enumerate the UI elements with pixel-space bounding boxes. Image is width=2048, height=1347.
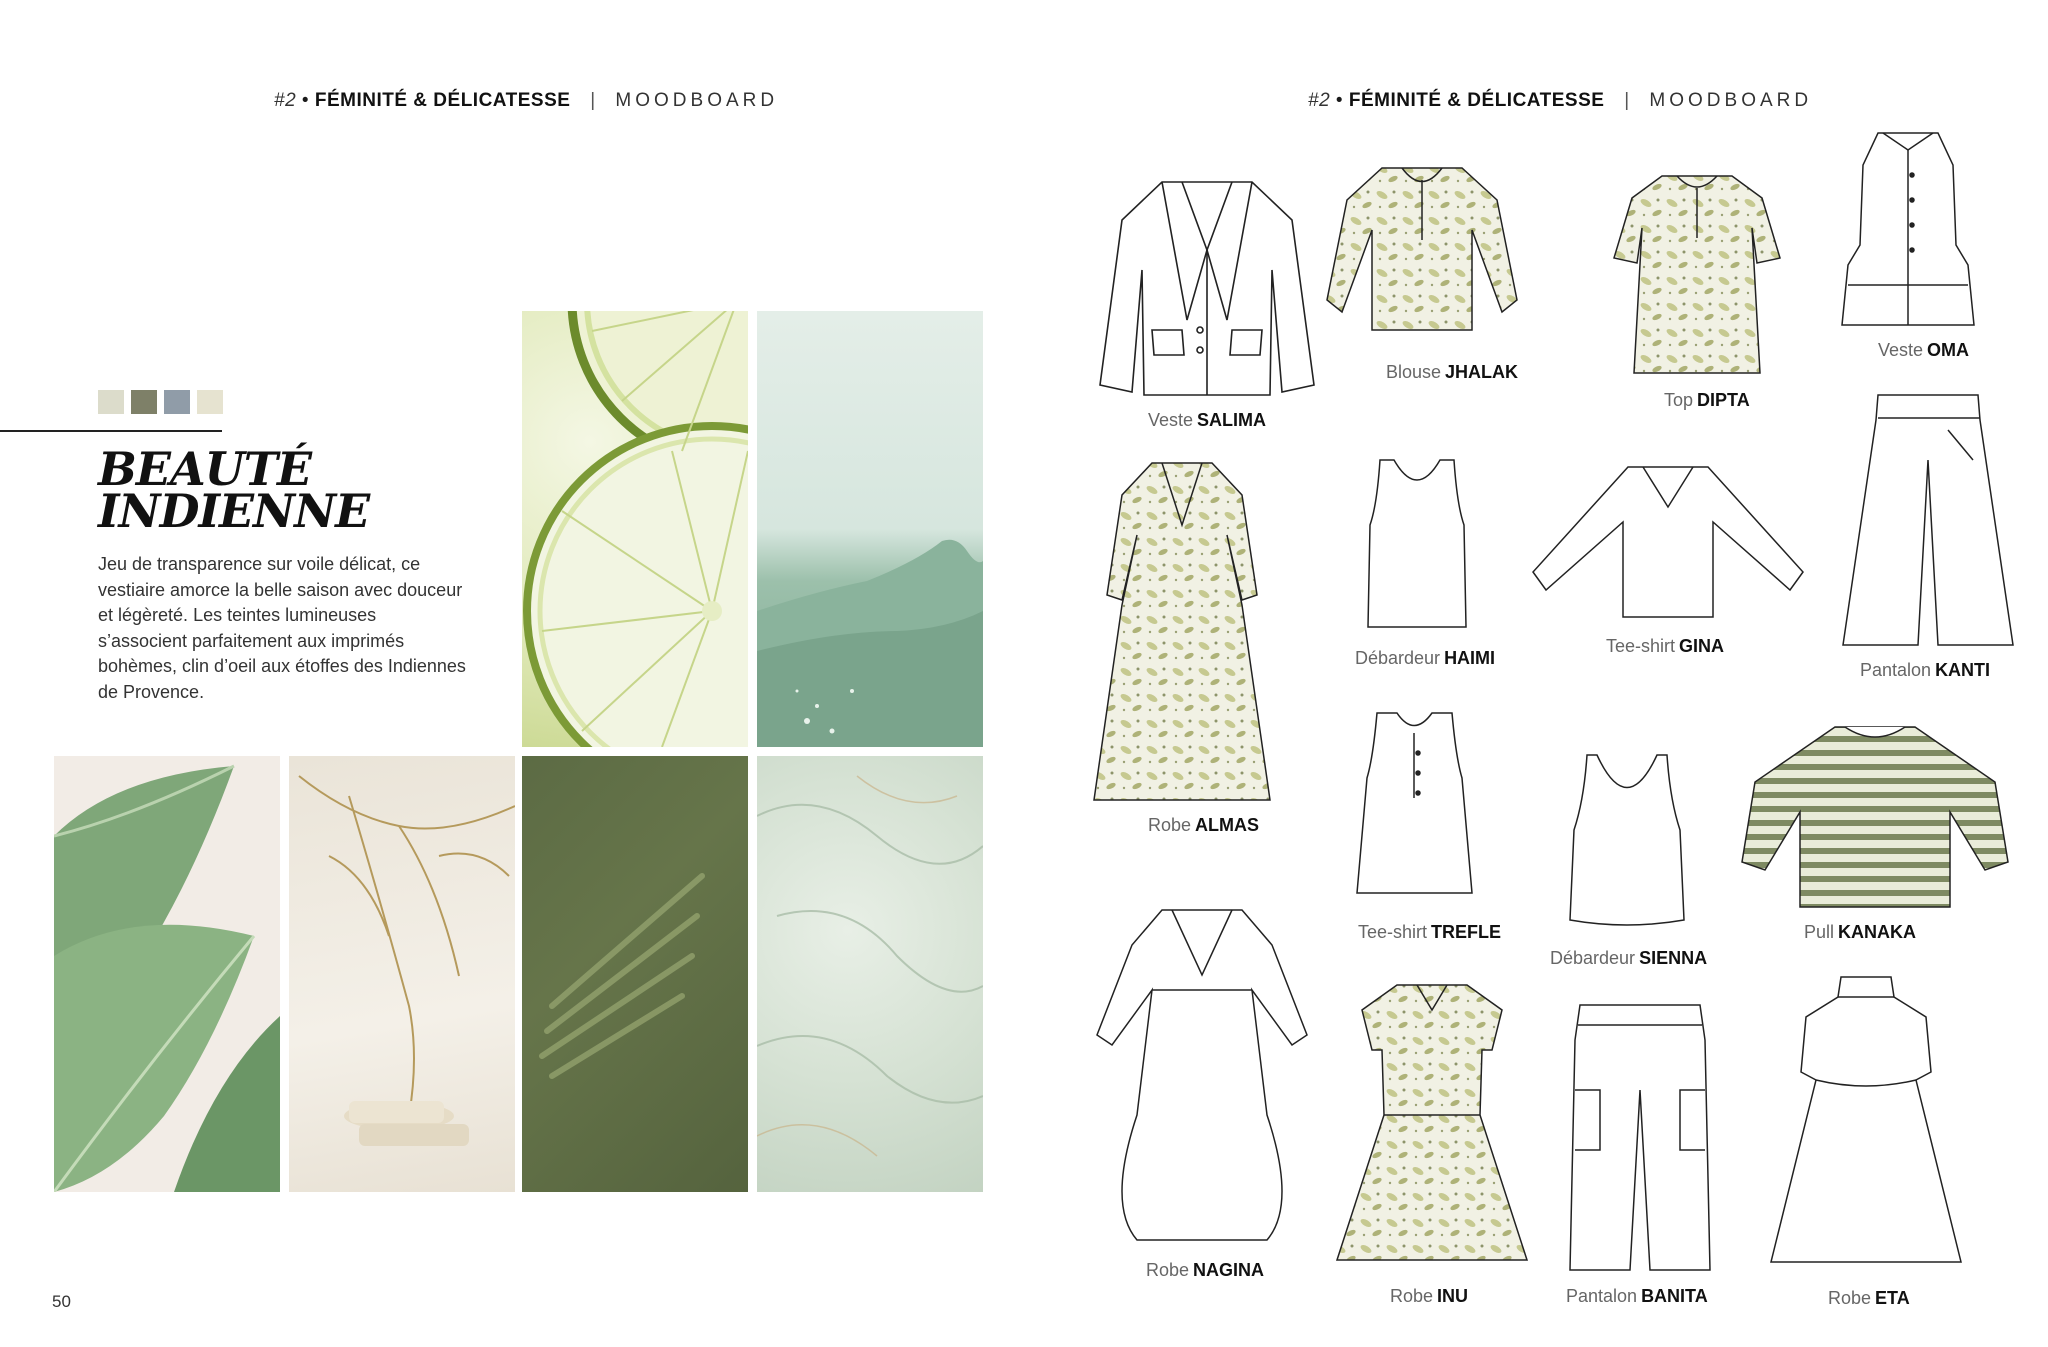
label-veste-oma — [1878, 340, 1969, 361]
garment-name: TREFLE — [1431, 922, 1502, 942]
label-teeshirt-trefle — [1358, 922, 1501, 943]
garment-name: INU — [1437, 1286, 1469, 1306]
sketch-robe-eta — [1766, 972, 1966, 1272]
garment-type: Pull — [1804, 922, 1835, 942]
photo-lime-slices — [522, 311, 748, 747]
garment-name: HAIMI — [1444, 648, 1496, 668]
label-teeshirt-gina — [1606, 636, 1724, 657]
garment-name: OMA — [1927, 340, 1970, 360]
bullet: • — [1335, 90, 1344, 111]
page-title — [98, 442, 370, 538]
sketch-veste-oma — [1838, 125, 1978, 335]
label-debardeur-haimi — [1355, 648, 1495, 669]
garment-type: Top — [1664, 390, 1694, 410]
lime-slices-illustration — [522, 311, 748, 747]
garment-name: SALIMA — [1197, 410, 1267, 430]
garment-type: Robe — [1390, 1286, 1434, 1306]
sketch-pantalon-kanti — [1838, 390, 2018, 655]
sketch-veste-salima — [1092, 170, 1322, 410]
label-veste-salima — [1148, 410, 1266, 431]
garment-name: GINA — [1679, 636, 1725, 656]
moodboard-label: MOODBOARD — [1649, 90, 1813, 111]
light-rays-illustration — [522, 756, 748, 1192]
photo-banana-leaf — [54, 756, 280, 1192]
garment-type: Robe — [1146, 1260, 1190, 1280]
garment-type: Veste — [1148, 410, 1194, 430]
sketch-blouse-jhalak — [1322, 160, 1522, 350]
label-pantalon-banita — [1566, 1286, 1708, 1307]
garment-name: NAGINA — [1193, 1260, 1265, 1280]
title-rule — [0, 430, 222, 432]
sketch-teeshirt-gina — [1528, 462, 1808, 622]
left-page-header — [274, 90, 778, 112]
section-number: #2 — [1308, 90, 1331, 111]
section-number: #2 — [274, 90, 297, 111]
photo-sea-wave — [757, 311, 983, 747]
section-title: FÉMINITÉ & DÉLICATESSE — [314, 90, 571, 111]
swatch-2 — [131, 390, 157, 414]
sketch-robe-inu — [1332, 980, 1532, 1270]
header-separator: | — [1624, 90, 1630, 111]
garment-name: DIPTA — [1697, 390, 1750, 410]
swatch-1 — [98, 390, 124, 414]
right-page-header — [1308, 90, 1812, 112]
label-pantalon-kanti — [1860, 660, 1990, 681]
garment-name: KANAKA — [1838, 922, 1917, 942]
garment-type: Robe — [1148, 815, 1192, 835]
sketch-top-dipta — [1612, 168, 1782, 383]
label-robe-nagina — [1146, 1260, 1264, 1281]
color-palette — [98, 390, 223, 414]
label-debardeur-sienna — [1550, 948, 1707, 969]
garment-type: Robe — [1828, 1288, 1872, 1308]
garment-type: Veste — [1878, 340, 1924, 360]
section-title: FÉMINITÉ & DÉLICATESSE — [1348, 90, 1605, 111]
label-blouse-jhalak — [1386, 362, 1518, 383]
garment-name: ALMAS — [1195, 815, 1260, 835]
sketch-robe-nagina — [1092, 905, 1312, 1245]
header-separator: | — [590, 90, 596, 111]
garment-type: Tee-shirt — [1358, 922, 1428, 942]
photo-dried-branch — [289, 756, 515, 1192]
garment-name: BANITA — [1641, 1286, 1708, 1306]
title-line-1: BEAUTÉ — [98, 442, 312, 496]
garment-type: Tee-shirt — [1606, 636, 1676, 656]
garment-type: Débardeur — [1355, 648, 1441, 668]
garment-type: Débardeur — [1550, 948, 1636, 968]
page-number: 50 — [52, 1292, 71, 1311]
garment-type: Pantalon — [1566, 1286, 1638, 1306]
sketch-robe-almas — [1092, 455, 1272, 810]
photo-jade-marble — [757, 756, 983, 1192]
label-robe-almas — [1148, 815, 1259, 836]
banana-leaf-illustration — [54, 756, 280, 1192]
title-line-2: INDIENNE — [98, 484, 370, 538]
garment-name: KANTI — [1935, 660, 1991, 680]
label-pull-kanaka — [1804, 922, 1916, 943]
dried-branch-illustration — [289, 756, 515, 1192]
garment-name: SIENNA — [1639, 948, 1708, 968]
bullet: • — [301, 90, 310, 111]
marble-veins-illustration — [757, 756, 983, 1192]
label-top-dipta — [1664, 390, 1750, 411]
garment-name: ETA — [1875, 1288, 1910, 1308]
moodboard-label: MOODBOARD — [615, 90, 779, 111]
sketch-pantalon-banita — [1560, 1000, 1720, 1280]
sketch-pull-kanaka — [1740, 722, 2010, 912]
label-robe-inu — [1390, 1286, 1468, 1307]
sketch-debardeur-sienna — [1562, 750, 1692, 935]
sketch-teeshirt-trefle — [1352, 708, 1477, 903]
photo-olive-shadow — [522, 756, 748, 1192]
garment-type: Blouse — [1386, 362, 1442, 382]
sea-wave-illustration — [757, 311, 983, 747]
description: Jeu de transparence sur voile délicat, ce vestiaire amorce la belle saison avec douceur et légèreté. Les teintes lumineuses s’associent parfaitement aux imprimés bohèmes, clin d’oeil aux étoffes des Indiennes de Provence. — [98, 554, 466, 702]
swatch-3 — [164, 390, 190, 414]
label-robe-eta — [1828, 1288, 1910, 1309]
sketch-debardeur-haimi — [1362, 455, 1472, 635]
garment-type: Pantalon — [1860, 660, 1932, 680]
swatch-4 — [197, 390, 223, 414]
garment-name: JHALAK — [1445, 362, 1519, 382]
